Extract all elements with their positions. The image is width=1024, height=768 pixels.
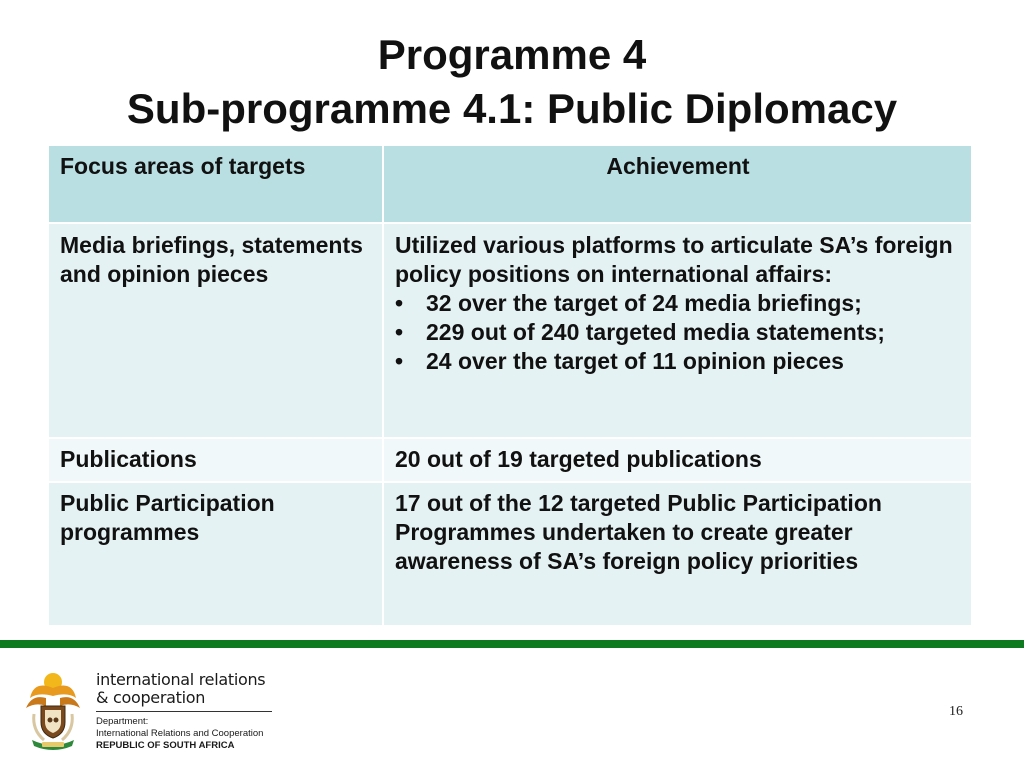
coat-of-arms-icon bbox=[24, 668, 82, 750]
brand-line-1: international relations bbox=[96, 670, 266, 689]
country-name: REPUBLIC OF SOUTH AFRICA bbox=[96, 740, 235, 751]
achievement-cell bbox=[383, 223, 972, 438]
footer-divider bbox=[0, 640, 1024, 648]
page-number: 16 bbox=[949, 704, 963, 719]
achievement-cell: 20 out of 19 targeted publications bbox=[383, 438, 972, 482]
title-programme: Programme 4 bbox=[377, 31, 647, 78]
table-row bbox=[48, 223, 972, 438]
department-wordmark bbox=[96, 670, 306, 752]
achievement-cell: 17 out of the 12 targeted Public Participation Programmes undertaken to create greater awareness of SA’s foreign policy priorities bbox=[383, 482, 972, 626]
targets-table bbox=[47, 144, 973, 627]
department-name: International Relations and Cooperation bbox=[96, 728, 264, 739]
bullet-item: • 229 out of 240 targeted media statements; bbox=[395, 318, 961, 347]
focus-cell: Media briefings, statements and opinion pieces bbox=[48, 223, 383, 438]
brand-divider bbox=[96, 711, 272, 712]
achievement-bullet-list bbox=[395, 289, 961, 376]
table-row bbox=[48, 438, 972, 482]
table-row bbox=[48, 482, 972, 626]
title-subprogramme: Sub-programme 4.1: Public Diplomacy bbox=[126, 85, 898, 132]
column-header-achievement: Achievement bbox=[383, 145, 972, 223]
bullet-item: • 24 over the target of 11 opinion pieces bbox=[395, 347, 961, 376]
achievement-intro: Utilized various platforms to articulate SA’s foreign policy positions on international affairs: bbox=[395, 232, 953, 287]
table-header-row bbox=[48, 145, 972, 223]
bullet-item: • 32 over the target of 24 media briefings; bbox=[395, 289, 961, 318]
brand-line-2: & cooperation bbox=[96, 688, 206, 707]
focus-cell: Publications bbox=[48, 438, 383, 482]
slide-title bbox=[0, 28, 1024, 136]
focus-cell: Public Participation programmes bbox=[48, 482, 383, 626]
column-header-focus: Focus areas of targets bbox=[48, 145, 383, 223]
department-label: Department: bbox=[96, 716, 149, 727]
